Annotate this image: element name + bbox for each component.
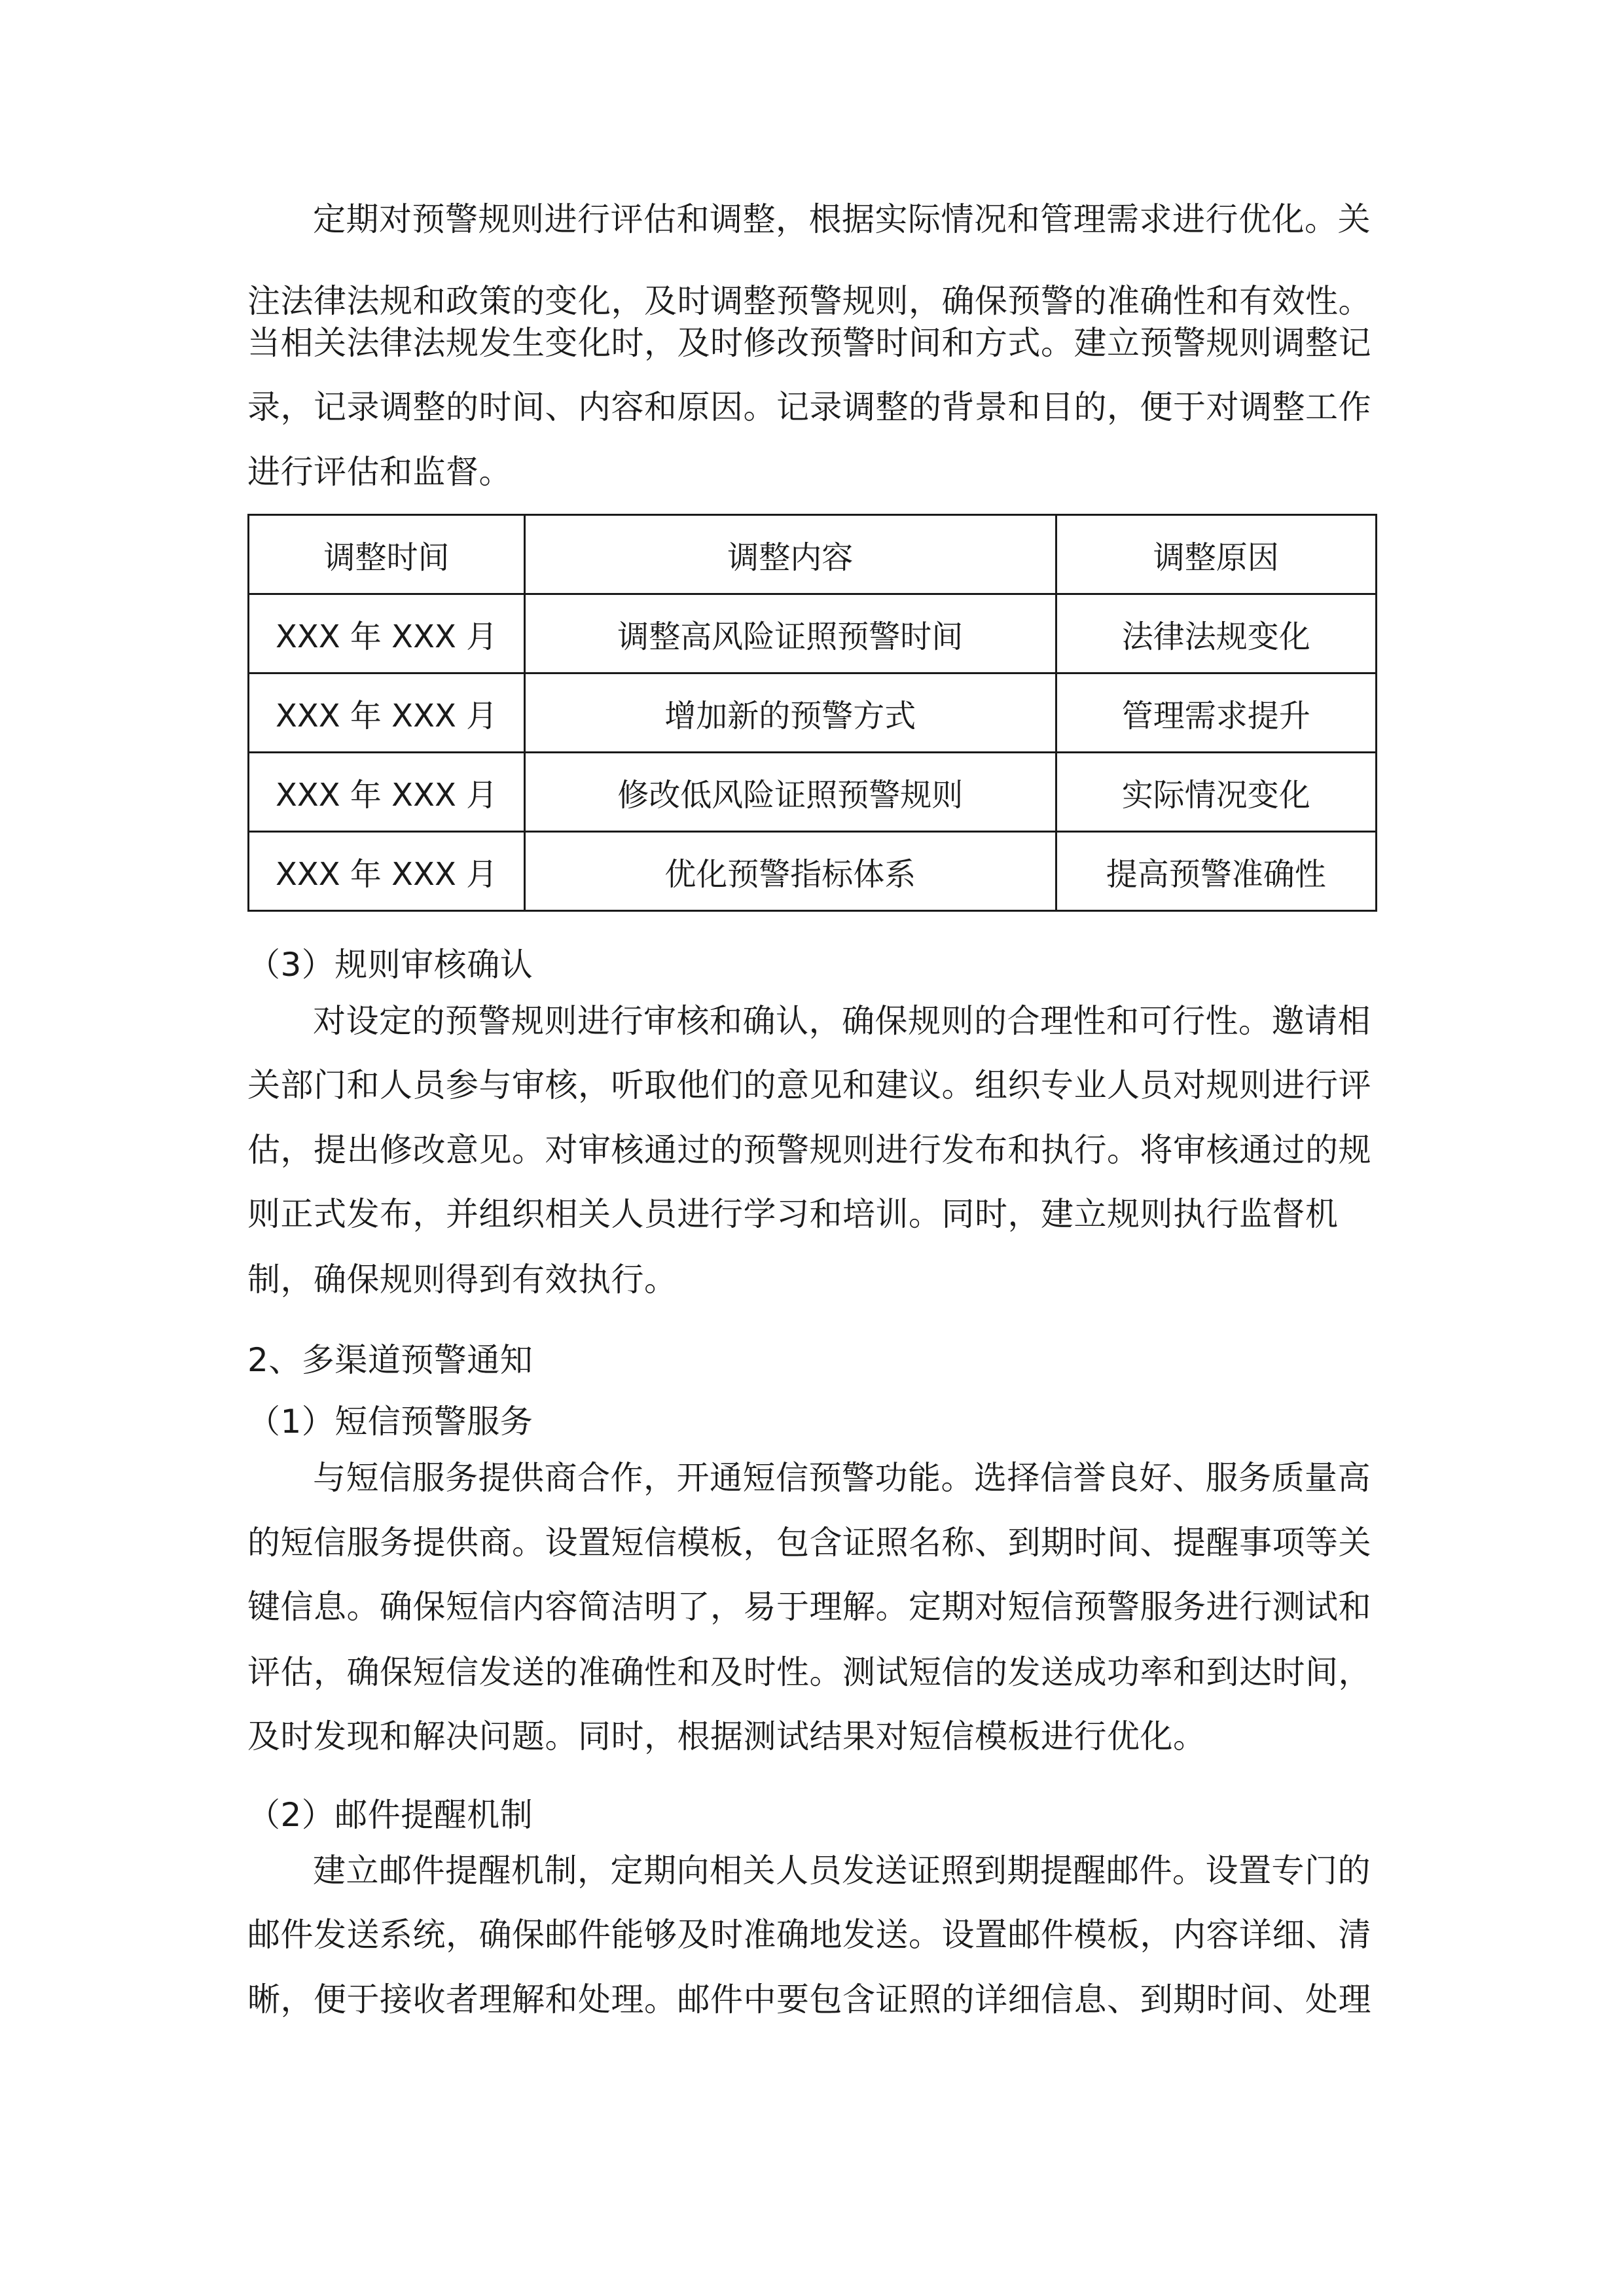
sub1-line-3: 键信息。确保短信内容简洁明了，易于理解。定期对短信预警服务进行测试和 (247, 1588, 1371, 1626)
sub1-line-1: 与短信服务提供商合作，开通短信预警功能。选择信誉良好、服务质量高 (313, 1459, 1371, 1497)
para1-line-1: 定期对预警规则进行评估和调整，根据实际情况和管理需求进行优化。关 (313, 200, 1371, 238)
table-cell: 管理需求提升 (1056, 673, 1376, 753)
table-cell: 实际情况变化 (1056, 753, 1376, 832)
table-cell: 增加新的预警方式 (525, 673, 1056, 753)
table-row (249, 594, 1377, 673)
sub2-line-2: 邮件发送系统，确保邮件能够及时准确地发送。设置邮件模板，内容详细、清 (247, 1916, 1371, 1954)
table-cell: XXX 年 XXX 月 (249, 673, 525, 753)
table-header-cell: 调整原因 (1056, 515, 1376, 594)
table-cell: XXX 年 XXX 月 (249, 753, 525, 832)
section3-line-4: 则正式发布，并组织相关人员进行学习和培训。同时，建立规则执行监督机 (247, 1195, 1339, 1233)
section3-line-1: 对设定的预警规则进行审核和确认，确保规则的合理性和可行性。邀请相 (313, 1002, 1371, 1040)
rule-adjustment-table (247, 514, 1377, 912)
sub2-heading: （2）邮件提醒机制 (247, 1796, 533, 1834)
table-row (249, 832, 1377, 911)
sub1-heading: （1）短信预警服务 (247, 1403, 533, 1441)
table-cell: XXX 年 XXX 月 (249, 832, 525, 911)
section3-line-3: 估，提出修改意见。对审核通过的预警规则进行发布和执行。将审核通过的规 (247, 1131, 1371, 1169)
section3-line-5: 制，确保规则得到有效执行。 (247, 1261, 677, 1299)
sub1-line-5: 及时发现和解决问题。同时，根据测试结果对短信模板进行优化。 (247, 1717, 1206, 1755)
sub2-line-3: 晰，便于接收者理解和处理。邮件中要包含证照的详细信息、到期时间、处理 (247, 1981, 1371, 2018)
table-cell: 法律法规变化 (1056, 594, 1376, 673)
table-cell: 优化预警指标体系 (525, 832, 1056, 911)
section3-heading: （3）规则审核确认 (247, 946, 533, 984)
para1-line-2: 注法律法规和政策的变化，及时调整预警规则，确保预警的准确性和有效性。 (247, 282, 1371, 320)
sub1-line-2: 的短信服务提供商。设置短信模板，包含证照名称、到期时间、提醒事项等关 (247, 1524, 1371, 1562)
sub2-line-1: 建立邮件提醒机制，定期向相关人员发送证照到期提醒邮件。设置专门的 (313, 1852, 1371, 1890)
para1-line-3: 当相关法律法规发生变化时，及时修改预警时间和方式。建立预警规则调整记 (247, 324, 1371, 362)
para1-line-4: 录，记录调整的时间、内容和原因。记录调整的背景和目的，便于对调整工作 (247, 388, 1371, 426)
section2-heading: 2、多渠道预警通知 (247, 1341, 533, 1379)
table-header-cell: 调整内容 (525, 515, 1056, 594)
table-header-cell: 调整时间 (249, 515, 525, 594)
table-row (249, 673, 1377, 753)
table-cell: XXX 年 XXX 月 (249, 594, 525, 673)
sub1-line-4: 评估，确保短信发送的准确性和及时性。测试短信的发送成功率和到达时间， (247, 1653, 1371, 1691)
para1-line-5: 进行评估和监督。 (247, 453, 512, 491)
table-cell: 提高预警准确性 (1056, 832, 1376, 911)
table-row (249, 753, 1377, 832)
table-cell: 修改低风险证照预警规则 (525, 753, 1056, 832)
section3-line-2: 关部门和人员参与审核，听取他们的意见和建议。组织专业人员对规则进行评 (247, 1066, 1371, 1104)
table-cell: 调整高风险证照预警时间 (525, 594, 1056, 673)
table-header-row (249, 515, 1377, 594)
